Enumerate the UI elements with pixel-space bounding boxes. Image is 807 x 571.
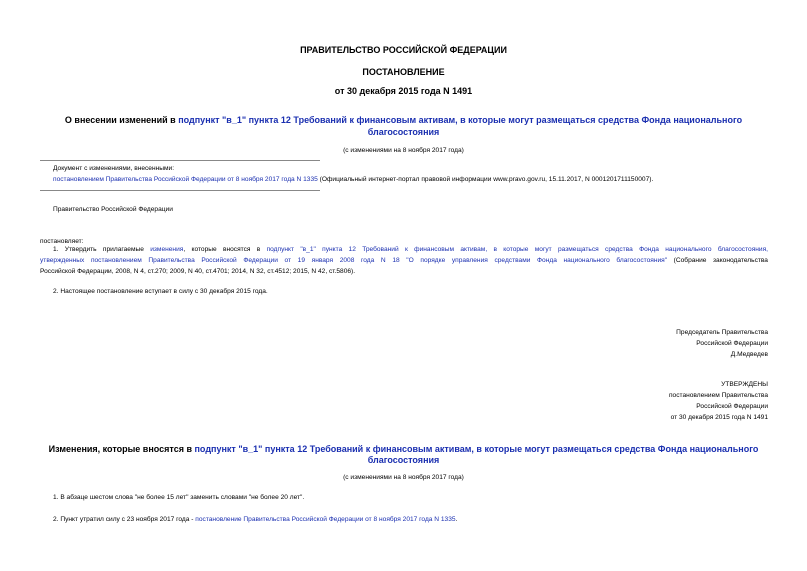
annex-title-link-continued[interactable]: благосостояния [367, 455, 440, 465]
annex-item-2-end: . [455, 516, 458, 523]
paragraph-1-line-3: Российской Федерации, 2008, N 4, ст.270; 2009, N 40, ст.4701; 2014, N 32, ст.4512; 2015, N 42, ст.5806). [40, 268, 356, 275]
approved-by: постановлением Правительства [668, 392, 768, 399]
annex-item-2 [53, 515, 457, 525]
changes-label: Документ с изменениями, внесенными: [53, 165, 175, 172]
resolution-18-link[interactable]: утвержденных постановлением Правительства Российской Федерации от 19 января 2008 года N 18 "О порядке управления средствами Фонда национального благосостояния" [40, 257, 668, 264]
approved-date: от 30 декабря 2015 года N 1491 [670, 414, 768, 421]
approved-heading: УТВЕРЖДЕНЫ [721, 381, 768, 388]
annex-item-2-text: 2. Пункт утратил силу с 23 ноября 2017 года - [53, 516, 196, 523]
changes-line [53, 175, 653, 185]
p1-text-b: , которые вносятся в [183, 246, 267, 253]
title-link-continued[interactable]: благосостояния [367, 127, 440, 137]
subpoint-link[interactable]: подпункт "в_1" пункта 12 Требований к финансовым активам, в которые могут размещаться средства Фонда национального благосостояния, [266, 246, 768, 253]
top-divider [40, 160, 320, 161]
annex-amendment-note: (с изменениями на 8 ноября 2017 года) [343, 474, 464, 481]
resolves-word: постановляет: [40, 238, 84, 245]
amendment-note: (с изменениями на 8 ноября 2017 года) [343, 147, 464, 154]
title-link[interactable]: подпункт "в_1" пункта 12 Требований к финансовым активам, в которые могут размещаться средства Фонда национального [178, 115, 743, 125]
document-date: от 30 декабря 2015 года N 1491 [334, 86, 473, 96]
approved-country: Российской Федерации [696, 403, 768, 410]
document-type: ПОСТАНОВЛЕНИЕ [362, 67, 445, 77]
repeal-resolution-link[interactable]: постановление Правительства Российской Федерации от 8 ноября 2017 года N 1335 [195, 516, 456, 523]
p1-text-a: 1. Утвердить прилагаемые [53, 246, 151, 253]
annex-title-prefix: Изменения, которые вносятся в [48, 444, 195, 454]
paragraph-2: 2. Настоящее постановление вступает в силу с 30 декабря 2015 года. [53, 288, 268, 295]
publication-source: (Официальный интернет-портал правовой информации www.pravo.gov.ru, 15.11.2017, N 0001201711150007). [317, 176, 654, 183]
annex-title-link[interactable]: подпункт "в_1" пункта 12 Требований к финансовым активам, в которые могут размещаться средства Фонда национального [194, 444, 759, 454]
amending-resolution-link[interactable]: постановлением Правительства Российской Федерации от 8 ноября 2017 года N 1335 [53, 176, 318, 183]
government-name: Правительство Российской Федерации [53, 206, 173, 213]
p1-text-c: (Собрание законодательства [667, 257, 768, 264]
signature-name: Д.Медведев [730, 351, 768, 358]
document-title-line2 [0, 127, 807, 137]
changes-link[interactable]: изменения [150, 246, 184, 253]
paragraph-1-line-2 [40, 256, 768, 266]
signature-title: Председатель Правительства [676, 329, 768, 336]
document-title [0, 115, 807, 125]
government-heading: ПРАВИТЕЛЬСТВО РОССИЙСКОЙ ФЕДЕРАЦИИ [300, 45, 507, 55]
annex-title-line2 [0, 455, 807, 465]
annex-title [0, 444, 807, 454]
paragraph-1-line-1 [53, 245, 768, 255]
title-prefix: О внесении изменений в [64, 115, 179, 125]
annex-item-1: 1. В абзаце шестом слова "не более 15 лет" заменить словами "не более 20 лет". [53, 494, 305, 501]
signature-country: Российской Федерации [696, 340, 768, 347]
bottom-divider [40, 190, 320, 191]
